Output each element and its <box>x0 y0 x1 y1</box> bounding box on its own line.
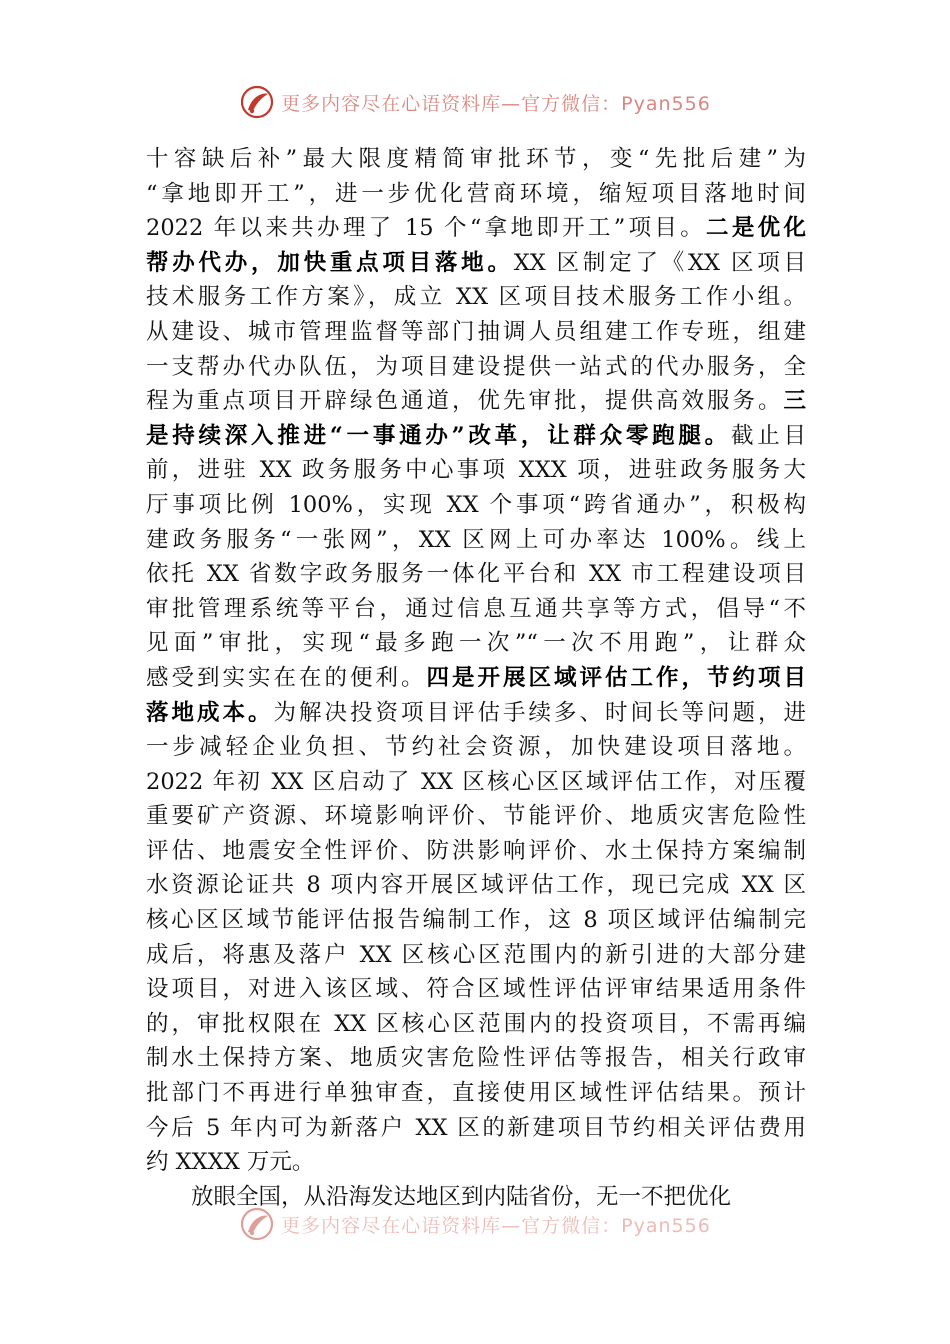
text-line <box>146 730 806 765</box>
body-text: 制水土保持方案、地质灾害危险性评估等报告，相关行政审 <box>146 1045 806 1072</box>
body-text: 依托 XX 省数字政务服务一体化平台和 XX 市工程建设项目 <box>146 561 806 588</box>
body-text: 评估、地震安全性评价、防洪影响评价、水土保持方案编制 <box>146 837 806 864</box>
body-text: 程为重点项目开辟绿色通道，优先审批，提供高效服务。 <box>146 388 784 415</box>
body-text: 为解决投资项目评估手续多、时间长等问题，进 <box>273 699 806 726</box>
header-watermark-text: 更多内容尽在心语资料库—官方微信：Pyan556 <box>281 92 711 115</box>
body-text: 截止目 <box>730 422 806 449</box>
bold-heading-text: 四是开展区域评估工作，节约项目 <box>426 664 806 691</box>
bold-heading-text: 三 <box>783 388 806 415</box>
text-line <box>146 592 806 627</box>
text-line <box>146 626 806 661</box>
text-line <box>146 350 806 385</box>
text-line <box>146 1041 806 1076</box>
text-line <box>146 903 806 938</box>
text-line <box>146 1007 806 1042</box>
text-line <box>146 972 806 1007</box>
text-line <box>146 488 806 523</box>
bold-heading-text: 是持续深入推进“一事通办”改革，让群众零跑腿。 <box>146 422 731 449</box>
text-line <box>146 177 806 212</box>
footer-watermark <box>0 1206 950 1242</box>
body-text: 从建设、城市管理监督等部门抽调人员组建工作专班，组建 <box>146 318 806 345</box>
brush-logo-icon <box>239 1206 275 1242</box>
body-text: 2022 年以来共办理了 15 个“拿地即开工”项目。 <box>146 215 707 242</box>
text-line <box>146 661 806 696</box>
text-line <box>146 557 806 592</box>
text-line <box>146 142 806 177</box>
body-text: 批部门不再进行单独审查，直接使用区域性评估结果。预计 <box>146 1080 806 1107</box>
body-text: 的，审批权限在 XX 区核心区范围内的投资项目，不需再编 <box>146 1010 806 1037</box>
text-line <box>146 523 806 558</box>
bold-heading-text: 二是优化 <box>706 215 806 242</box>
text-line <box>146 696 806 731</box>
body-text: 一步减轻企业负担、节约社会资源，加快建设项目落地。 <box>146 734 806 761</box>
text-line <box>146 868 806 903</box>
text-line <box>146 765 806 800</box>
body-text: 一支帮办代办队伍，为项目建设提供一站式的代办服务，全 <box>146 353 806 380</box>
body-text: 成后，将惠及落户 XX 区核心区范围内的新引进的大部分建 <box>146 941 806 968</box>
body-text: 2022 年初 XX 区启动了 XX 区核心区区域评估工作，对压覆 <box>146 768 806 795</box>
text-line <box>146 938 806 973</box>
text-line <box>146 799 806 834</box>
body-text: 今后 5 年内可为新落户 XX 区的新建项目节约相关评估费用 <box>146 1114 806 1141</box>
header-watermark <box>0 84 950 120</box>
text-line <box>146 315 806 350</box>
body-text: 放眼全国，从沿海发达地区到内陆省份，无一不把优化 <box>191 1183 732 1210</box>
footer-watermark-text: 更多内容尽在心语资料库—官方微信：Pyan556 <box>281 1214 711 1237</box>
body-text: XX 区制定了《XX 区项目 <box>513 249 806 276</box>
bold-heading-text: 帮办代办，加快重点项目落地。 <box>146 249 514 276</box>
body-text: 感受到实实在在的便利。 <box>146 664 427 691</box>
text-line <box>146 419 806 454</box>
text-line <box>146 1076 806 1111</box>
body-text: 水资源论证共 8 项内容开展区域评估工作，现已完成 XX 区 <box>146 872 806 899</box>
document-body <box>146 142 806 1214</box>
text-line <box>146 1145 806 1180</box>
body-text: 技术服务工作方案》，成立 XX 区项目技术服务工作小组。 <box>146 284 806 311</box>
body-text: 厅事项比例 100%，实现 XX 个事项“跨省通办”，积极构 <box>146 491 806 518</box>
text-line <box>146 280 806 315</box>
brush-logo-icon <box>239 84 275 120</box>
text-line <box>146 246 806 281</box>
body-text: 审批管理系统等平台，通过信息互通共享等方式，倡导“不 <box>146 595 806 622</box>
body-text: 核心区区域节能评估报告编制工作，这 8 项区域评估编制完 <box>146 907 806 934</box>
body-text: 十容缺后补”最大限度精简审批环节，变“先批后建”为 <box>146 146 806 172</box>
body-text: 见面”审批，实现“最多跑一次”“一次不用跑”，让群众 <box>146 630 806 657</box>
text-line <box>146 211 806 246</box>
text-line <box>146 453 806 488</box>
body-text: 建政务服务“一张网”，XX 区网上可办率达 100%。线上 <box>146 526 806 553</box>
body-text: 重要矿产资源、环境影响评价、节能评价、地质灾害危险性 <box>146 803 806 830</box>
body-text: “拿地即开工”，进一步优化营商环境，缩短项目落地时间 <box>146 180 806 207</box>
body-text: 设项目，对进入该区域、符合区域性评估评审结果适用条件 <box>146 976 806 1003</box>
body-text: 前，进驻 XX 政务服务中心事项 XXX 项，进驻政务服务大 <box>146 457 806 484</box>
text-line <box>146 834 806 869</box>
text-line <box>146 384 806 419</box>
body-text: 约 XXXX 万元。 <box>146 1149 315 1176</box>
text-line <box>146 1111 806 1146</box>
bold-heading-text: 落地成本。 <box>146 699 274 726</box>
